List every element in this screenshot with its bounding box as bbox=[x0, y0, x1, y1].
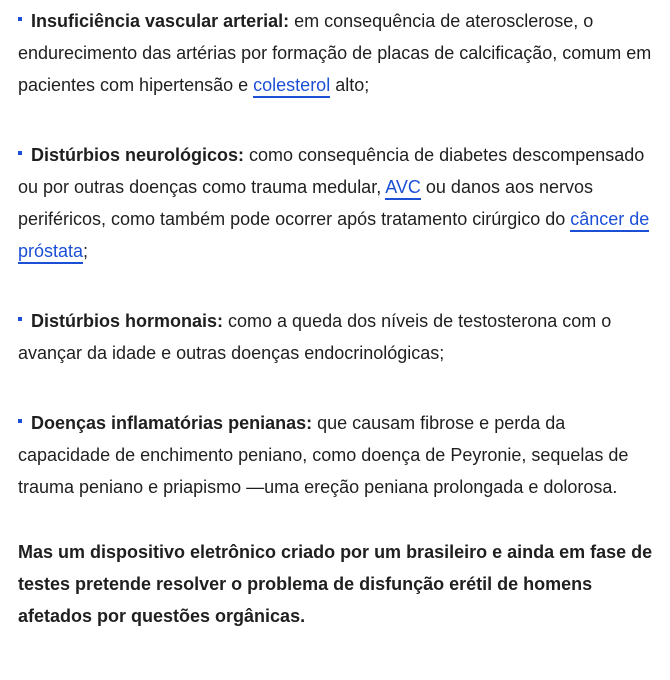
item-text-end: ; bbox=[83, 241, 89, 261]
item-text: como a queda dos níveis de testosterona com o avançar da idade e outras doenças endocrinológicas; bbox=[18, 311, 612, 363]
link-avc[interactable]: AVC bbox=[385, 177, 421, 200]
link-colesterol[interactable]: colesterol bbox=[253, 75, 330, 98]
item-text: em consequência de aterosclerose, o endurecimento das artérias por formação de placas de calcificação, comum em pacientes com hipertensão e bbox=[18, 11, 652, 95]
item-text-middle: ou danos aos nervos periféricos, como também pode ocorrer após tratamento cirúrgico do bbox=[18, 177, 594, 229]
list-item-neurological bbox=[18, 134, 662, 267]
item-term: Distúrbios neurológicos: bbox=[31, 145, 245, 165]
link-cancer-de-prostata[interactable]: câncer de próstata bbox=[18, 209, 649, 264]
square-bullet-icon bbox=[18, 151, 22, 155]
square-bullet-icon bbox=[18, 419, 22, 423]
list-item-vascular bbox=[18, 0, 662, 101]
square-bullet-icon bbox=[18, 17, 22, 21]
square-bullet-icon bbox=[18, 317, 22, 321]
list-item-hormonal bbox=[18, 300, 662, 369]
item-term: Distúrbios hormonais: bbox=[31, 311, 224, 331]
item-text-end: alto; bbox=[330, 75, 370, 95]
item-term: Doenças inflamatórias penianas: bbox=[31, 413, 313, 433]
item-term: Insuficiência vascular arterial: bbox=[31, 11, 290, 31]
list-item-inflammatory bbox=[18, 402, 662, 503]
item-text: como consequência de diabetes descompensado ou por outras doenças como trauma medular, bbox=[18, 145, 645, 197]
closing-paragraph: Mas um dispositivo eletrônico criado por um brasileiro e ainda em fase de testes pretende resolver o problema de disfunção erétil de homens afetados por questões orgânicas. bbox=[18, 542, 653, 626]
item-text: que causam fibrose e perda da capacidade de enchimento peniano, como doença de Peyronie, sequelas de trauma peniano e priapismo —uma ereção peniana prolongada e dolorosa. bbox=[18, 413, 629, 497]
